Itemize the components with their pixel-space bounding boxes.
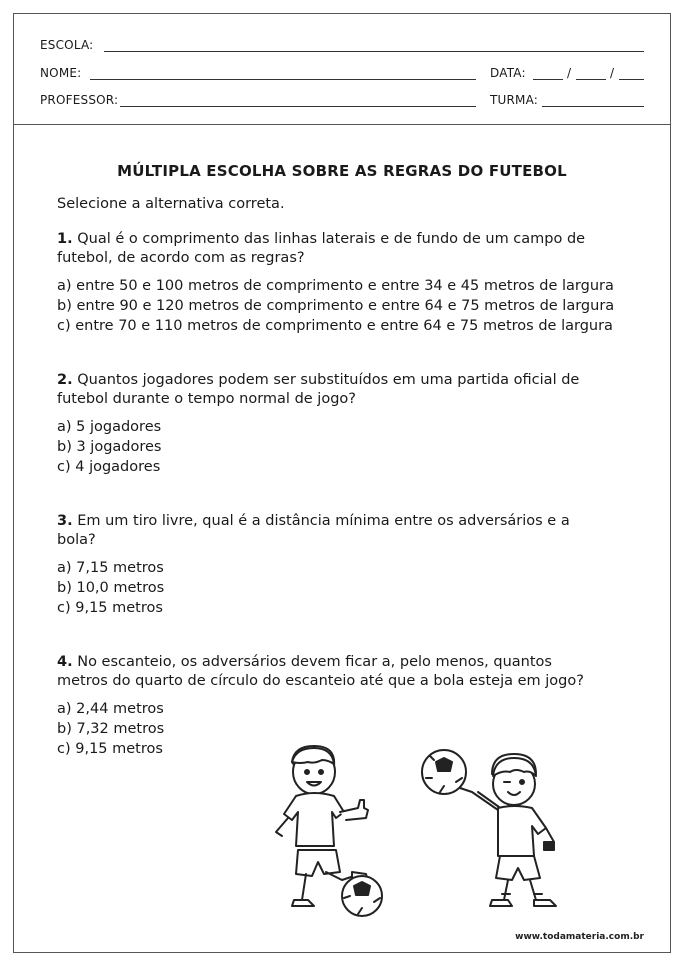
option-c[interactable]: c) 9,15 metros xyxy=(57,741,163,757)
option-b[interactable]: b) 10,0 metros xyxy=(57,580,165,596)
question-text: Qual é o comprimento das linhas laterais e de fundo de um campo de xyxy=(77,231,586,247)
question-number: 4. xyxy=(57,654,73,670)
date-slash: / xyxy=(610,66,615,80)
data-label: DATA: xyxy=(490,66,526,80)
footer-url: www.todamateria.com.br xyxy=(515,932,644,942)
boy-holding-ball-figure xyxy=(422,750,556,906)
professor-field[interactable] xyxy=(120,106,476,107)
option-a[interactable]: a) entre 50 e 100 metros de comprimento e entre 34 e 45 metros de largura xyxy=(57,278,614,294)
question-text: bola? xyxy=(57,532,96,548)
question-number: 1. xyxy=(57,231,73,247)
option-a[interactable]: a) 7,15 metros xyxy=(57,560,164,576)
professor-label: PROFESSOR: xyxy=(40,93,119,107)
escola-field[interactable] xyxy=(104,51,644,52)
question-text: futebol, de acordo com as regras? xyxy=(57,250,305,266)
option-c[interactable]: c) 9,15 metros xyxy=(57,600,163,616)
question-text: No escanteio, os adversários devem ficar a, pelo menos, quantos xyxy=(77,654,552,670)
data-month-field[interactable] xyxy=(576,79,606,80)
nome-field[interactable] xyxy=(90,79,476,80)
worksheet xyxy=(13,13,671,953)
turma-field[interactable] xyxy=(542,106,644,107)
header-form xyxy=(14,14,670,125)
question-text: futebol durante o tempo normal de jogo? xyxy=(57,391,356,407)
question-text: Quantos jogadores podem ser substituídos em uma partida oficial de xyxy=(77,372,580,388)
question-number: 2. xyxy=(57,372,73,388)
option-b[interactable]: b) 7,32 metros xyxy=(57,721,165,737)
option-a[interactable]: a) 2,44 metros xyxy=(57,701,164,717)
boy-thumbs-up-figure xyxy=(276,746,382,916)
question-text: metros do quarto de círculo do escanteio até que a bola esteja em jogo? xyxy=(57,673,584,689)
soccer-kids-illustration xyxy=(254,734,584,924)
turma-label: TURMA: xyxy=(490,93,539,107)
question-text: Em um tiro livre, qual é a distância mínima entre os adversários e a xyxy=(77,513,570,529)
data-year-field[interactable] xyxy=(619,79,644,80)
instruction: Selecione a alternativa correta. xyxy=(57,196,285,212)
escola-label: ESCOLA: xyxy=(40,38,94,52)
data-day-field[interactable] xyxy=(533,79,563,80)
date-slash: / xyxy=(567,66,572,80)
option-a[interactable]: a) 5 jogadores xyxy=(57,419,162,435)
option-c[interactable]: c) entre 70 e 110 metros de comprimento e entre 64 e 75 metros de largura xyxy=(57,318,613,334)
question-number: 3. xyxy=(57,513,73,529)
page-title: MÚLTIPLA ESCOLHA SOBRE AS REGRAS DO FUTEBOL xyxy=(117,162,567,180)
option-b[interactable]: b) entre 90 e 120 metros de comprimento e entre 64 e 75 metros de largura xyxy=(57,298,615,314)
option-c[interactable]: c) 4 jogadores xyxy=(57,459,161,475)
option-b[interactable]: b) 3 jogadores xyxy=(57,439,162,455)
nome-label: NOME: xyxy=(40,66,82,80)
